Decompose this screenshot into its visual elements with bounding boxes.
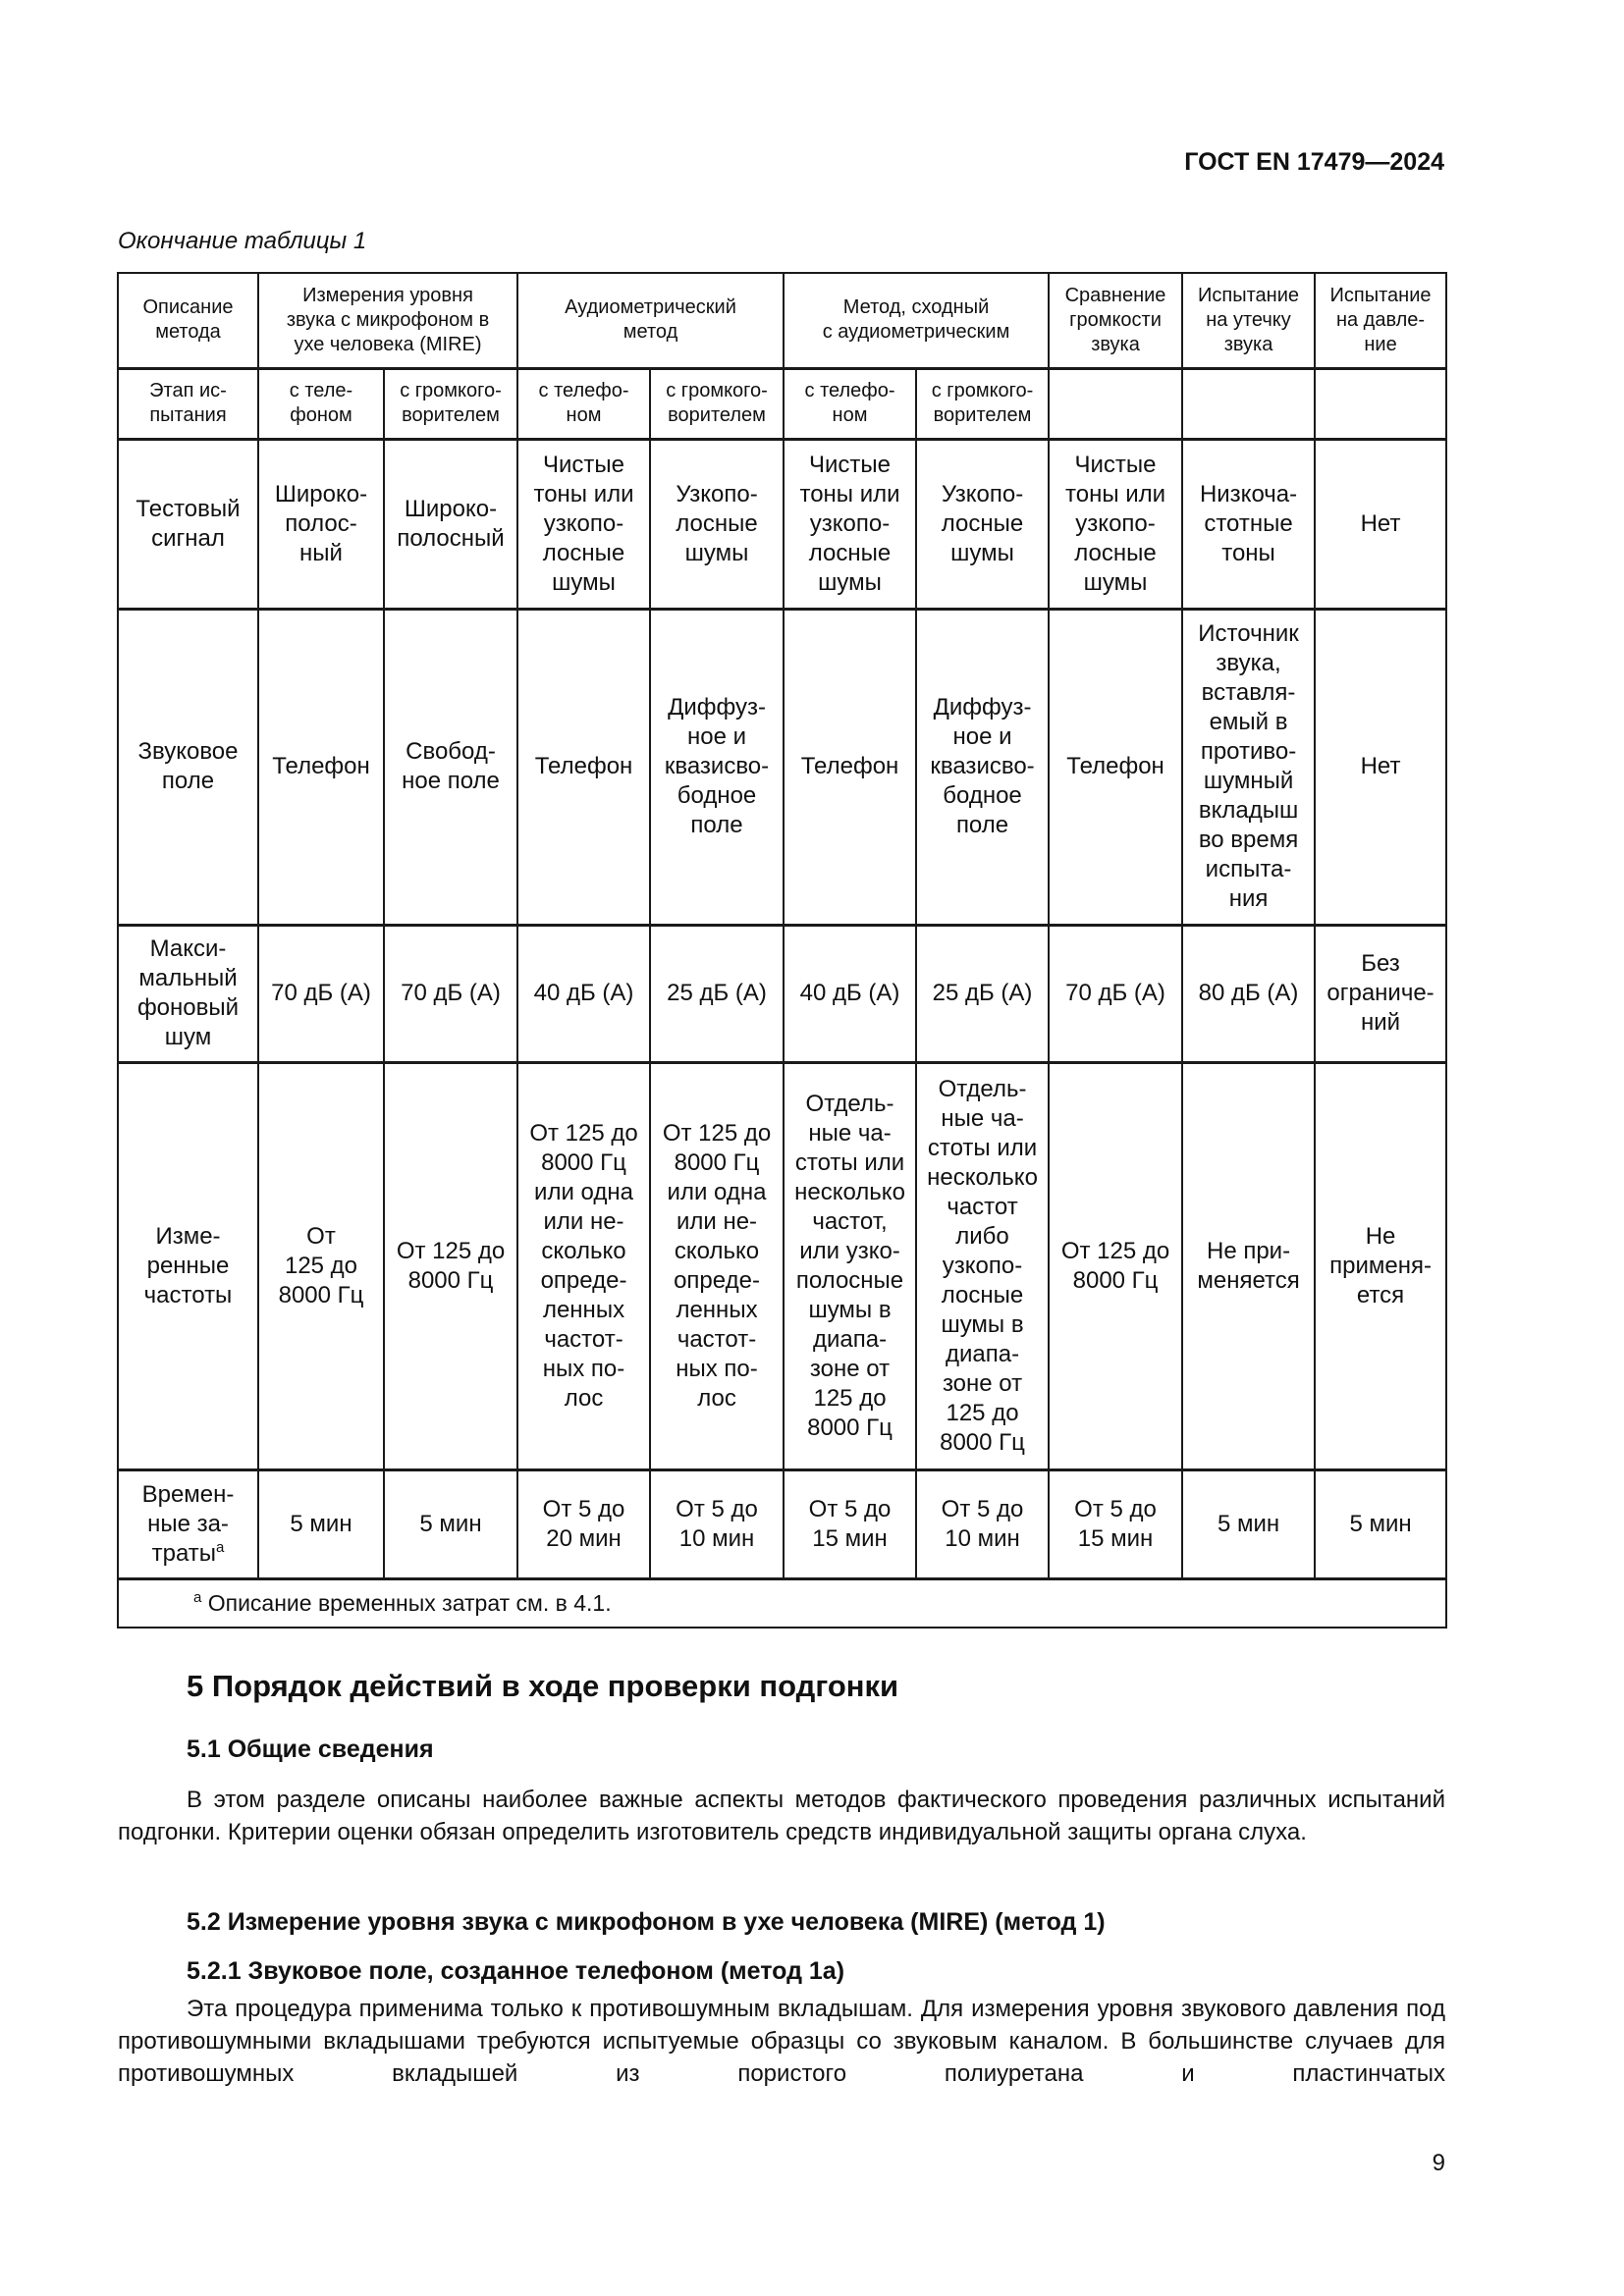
table-row-frequencies xyxy=(118,1062,1446,1469)
col-pressure: Испытание на давле- ние xyxy=(1315,273,1446,368)
table-cell: От 125 до 8000 Гц или одна или не- сколько опреде- ленных частот- ных по- лос xyxy=(650,1062,784,1469)
stage-row xyxy=(118,368,1446,439)
stage-cell-empty xyxy=(1182,368,1315,439)
table-cell: От 125 до 8000 Гц xyxy=(384,1062,517,1469)
table-footnote xyxy=(118,1578,1446,1628)
table-cell: Широко- полос- ный xyxy=(258,439,384,609)
table-cell: Источник звука, вставля- емый в противо- шумный вкладыш во время испыта- ния xyxy=(1182,609,1315,925)
stage-cell-empty xyxy=(1315,368,1446,439)
table-cell: Телефон xyxy=(517,609,650,925)
table-cell: 80 дБ (А) xyxy=(1182,925,1315,1062)
row-label: Макси- мальный фоновый шум xyxy=(118,925,258,1062)
col-loudness: Сравнение громкости звука xyxy=(1049,273,1182,368)
table-cell: От 5 до 15 мин xyxy=(1049,1469,1182,1578)
table-cell: Чистые тоны или узкопо- лосные шумы xyxy=(517,439,650,609)
stage-cell: с телефо- ном xyxy=(784,368,916,439)
table-cell: 5 мин xyxy=(1182,1469,1315,1578)
table-row-time xyxy=(118,1469,1446,1578)
table-cell: От 5 до 15 мин xyxy=(784,1469,916,1578)
stage-cell: с громкого- ворителем xyxy=(384,368,517,439)
table-cell: Узкопо- лосные шумы xyxy=(650,439,784,609)
table-caption: Окончание таблицы 1 xyxy=(118,228,367,254)
table-cell: 5 мин xyxy=(384,1469,517,1578)
row-label xyxy=(118,1469,258,1578)
table-cell: От 125 до 8000 Гц или одна или не- сколько опреде- ленных частот- ных по- лос xyxy=(517,1062,650,1469)
table-cell: От 125 до 8000 Гц xyxy=(1049,1062,1182,1469)
table-cell: Телефон xyxy=(784,609,916,925)
table-cell: Отдель- ные ча- стоты или несколько частот, или узко- полосные шумы в диапа- зоне от 125 до 8000 Гц xyxy=(784,1062,916,1469)
page-number: 9 xyxy=(1432,2150,1445,2176)
table-cell: Низкоча- стотные тоны xyxy=(1182,439,1315,609)
table-cell: Широко- полосный xyxy=(384,439,517,609)
section-5-1-paragraph: В этом разделе описаны наиболее важные аспекты методов фактического проведения различных испытаний подгонки. Критерии оценки обязан определить изготовитель средств индивидуальной защиты органа слуха. xyxy=(118,1787,1445,1845)
row-label: Изме- ренные частоты xyxy=(118,1062,258,1469)
table-footnote-row xyxy=(118,1578,1446,1628)
table-cell: 70 дБ (А) xyxy=(258,925,384,1062)
table-cell: 25 дБ (А) xyxy=(916,925,1049,1062)
table-cell: 25 дБ (А) xyxy=(650,925,784,1062)
table-cell: 5 мин xyxy=(258,1469,384,1578)
table-cell: Узкопо- лосные шумы xyxy=(916,439,1049,609)
stage-cell: с телефо- ном xyxy=(517,368,650,439)
table-cell: 70 дБ (А) xyxy=(384,925,517,1062)
section-5-1-heading: 5.1 Общие сведения xyxy=(187,1735,434,1763)
table-cell: Не применя- ется xyxy=(1315,1062,1446,1469)
col-leak: Испытание на утечку звука xyxy=(1182,273,1315,368)
table-header-row xyxy=(118,273,1446,368)
section-5-heading: 5 Порядок действий в ходе проверки подгонки xyxy=(187,1669,899,1703)
stage-cell: с громкого- ворителем xyxy=(916,368,1049,439)
footnote-mark: a xyxy=(193,1589,202,1607)
table-cell: Чистые тоны или узкопо- лосные шумы xyxy=(1049,439,1182,609)
table-cell: Нет xyxy=(1315,439,1446,609)
table-cell: Без ограниче- ний xyxy=(1315,925,1446,1062)
table-row-sound-field xyxy=(118,609,1446,925)
table-cell: Телефон xyxy=(1049,609,1182,925)
table-cell: От 5 до 10 мин xyxy=(916,1469,1049,1578)
row-label: Звуковое поле xyxy=(118,609,258,925)
table-cell: Отдель- ные ча- стоты или несколько частот либо узкопо- лосные шумы в диапа- зоне от 125 до 8000 Гц xyxy=(916,1062,1049,1469)
table-cell: От 125 до 8000 Гц xyxy=(258,1062,384,1469)
stage-cell: с громкого- ворителем xyxy=(650,368,784,439)
row-label-text: Времен- ные за- траты xyxy=(141,1480,235,1567)
table-cell: 5 мин xyxy=(1315,1469,1446,1578)
stage-cell: с теле- фоном xyxy=(258,368,384,439)
col-mire: Измерения уровня звука с микрофоном в ухе человека (MIRE) xyxy=(258,273,517,368)
table-cell: Не при- меняется xyxy=(1182,1062,1315,1469)
table-cell: Телефон xyxy=(258,609,384,925)
col-audiometric: Аудиометрический метод xyxy=(517,273,784,368)
stage-label: Этап ис- пытания xyxy=(118,368,258,439)
table-cell: Чистые тоны или узкопо- лосные шумы xyxy=(784,439,916,609)
table-cell: От 5 до 10 мин xyxy=(650,1469,784,1578)
stage-cell-empty xyxy=(1049,368,1182,439)
table-cell: Диффуз- ное и квазисво- бодное поле xyxy=(650,609,784,925)
table-cell: 40 дБ (А) xyxy=(517,925,650,1062)
table-cell: Диффуз- ное и квазисво- бодное поле xyxy=(916,609,1049,925)
table-cell: Нет xyxy=(1315,609,1446,925)
section-5-2-1-heading: 5.2.1 Звуковое поле, созданное телефоном (метод 1а) xyxy=(187,1957,845,1985)
table-cell: Свобод- ное поле xyxy=(384,609,517,925)
table-row-test-signal xyxy=(118,439,1446,609)
row-label: Тестовый сигнал xyxy=(118,439,258,609)
col-similar: Метод, сходный с аудиометрическим xyxy=(784,273,1049,368)
document-code: ГОСТ EN 17479—2024 xyxy=(1184,148,1444,176)
footnote-ref: a xyxy=(216,1538,225,1556)
table-cell: 40 дБ (А) xyxy=(784,925,916,1062)
section-5-2-heading: 5.2 Измерение уровня звука с микрофоном в ухе человека (MIRE) (метод 1) xyxy=(187,1908,1106,1936)
table-row-max-noise xyxy=(118,925,1446,1062)
table-cell: 70 дБ (А) xyxy=(1049,925,1182,1062)
section-5-2-1-paragraph: Эта процедура применима только к противошумным вкладышам. Для измерения уровня звукового давления под противошумными вкладышами требуются испытуемые образцы со звуковым каналом. В большинстве случаев для противошумных вкладышей из пористого полиуретана и пластинчатых xyxy=(118,1996,1445,2087)
footnote-text: Описание временных затрат см. в 4.1. xyxy=(207,1590,612,1617)
table-cell: От 5 до 20 мин xyxy=(517,1469,650,1578)
methods-table xyxy=(117,272,1447,1629)
col-method-desc: Описание метода xyxy=(118,273,258,368)
